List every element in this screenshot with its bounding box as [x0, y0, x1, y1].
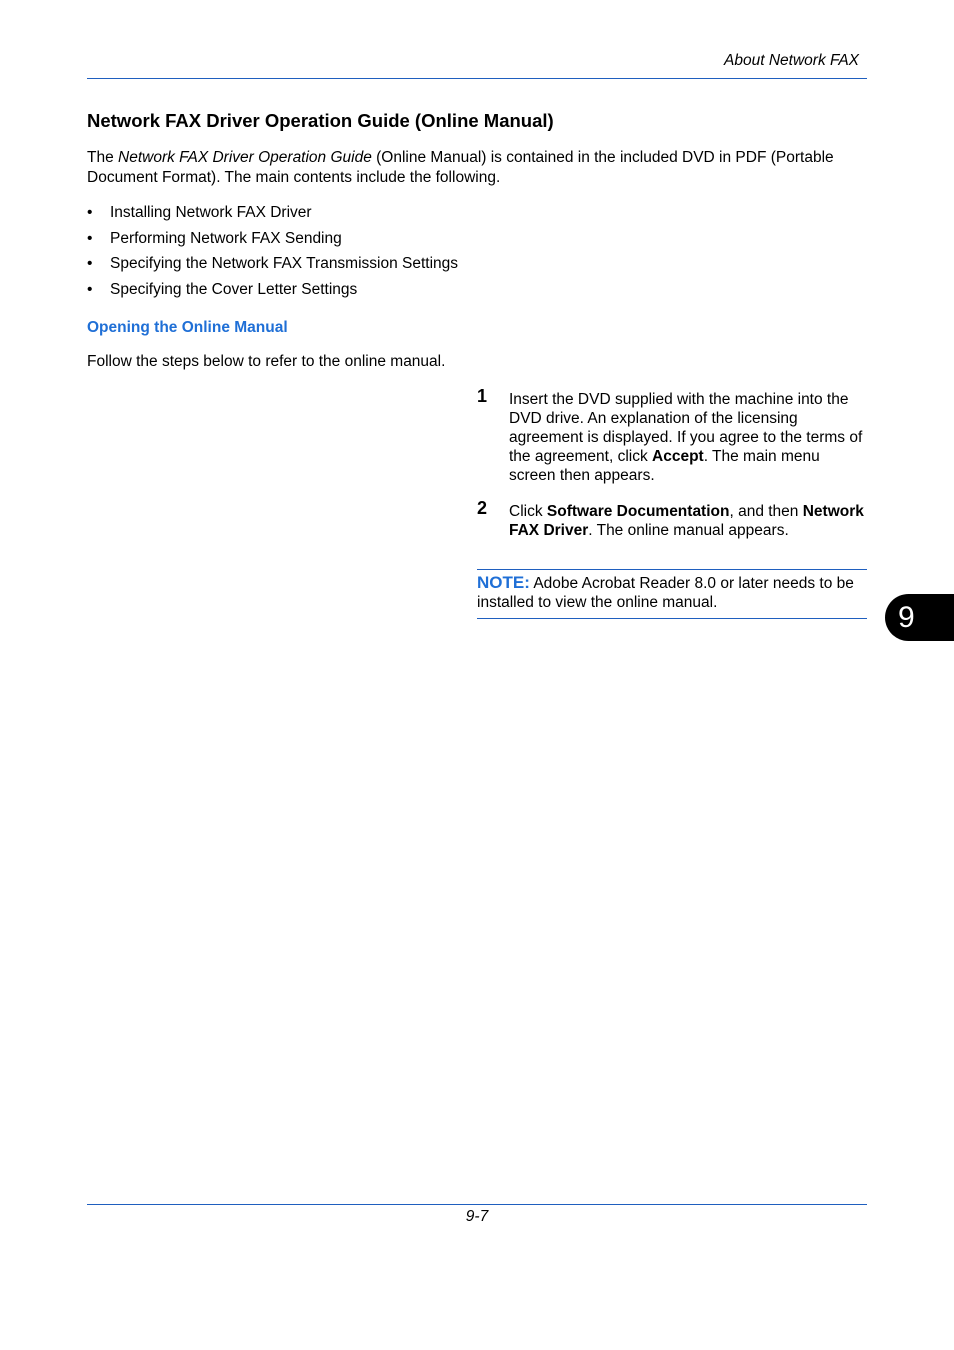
list-item-text: Installing Network FAX Driver — [110, 204, 312, 221]
software-documentation-label: Software Documentation — [546, 503, 730, 520]
list-item-text: Specifying the Cover Letter Settings — [110, 280, 358, 298]
header-rule — [87, 78, 867, 79]
list-item — [87, 203, 458, 229]
note-text: Adobe Acrobat Reader 8.0 or later needs to be installed to view the online manual. — [477, 575, 854, 611]
network-fax-driver-label: Network FAX Driver — [509, 503, 864, 539]
steps-intro: Follow the steps below to refer to the online manual. — [87, 353, 446, 370]
bullet: • — [87, 280, 93, 298]
step-number: 1 — [477, 386, 488, 406]
list-item — [87, 229, 458, 255]
note-box — [477, 569, 867, 619]
list-item-text: Performing Network FAX Sending — [110, 229, 342, 247]
intro-prefix: The — [87, 149, 119, 166]
step-number: 2 — [477, 498, 488, 518]
step-2 — [477, 498, 869, 540]
intro-suffix: (Online Manual) is contained in the included DVD in PDF (Portable Document Format). The main contents include the following. — [87, 149, 834, 186]
note-label: NOTE: — [477, 573, 530, 592]
list-item — [87, 280, 458, 306]
page-number: 9-7 — [465, 1208, 489, 1225]
step-text-part: . The main menu screen then appears. — [509, 448, 820, 484]
subheading: Opening the Online Manual — [87, 319, 288, 336]
bullet: • — [87, 229, 93, 247]
step-1 — [477, 386, 869, 485]
chapter-tab: 9 — [885, 594, 954, 641]
accept-label: Accept — [652, 448, 704, 465]
contents-list — [87, 203, 458, 305]
step-text-part: Click — [509, 503, 547, 520]
page-heading: Network FAX Driver Operation Guide (Online Manual) — [87, 110, 554, 131]
step-text — [509, 390, 869, 485]
header-section-title: About Network FAX — [724, 52, 859, 69]
step-text — [509, 502, 869, 540]
list-item — [87, 254, 458, 280]
step-text-part: . The online manual appears. — [588, 522, 789, 539]
bullet: • — [87, 255, 93, 272]
list-item-text: Specifying the Network FAX Transmission Settings — [110, 255, 459, 272]
guide-title: Network FAX Driver Operation Guide — [118, 149, 372, 166]
footer-rule — [87, 1204, 867, 1205]
step-text-part: Insert the DVD supplied with the machine into the DVD drive. An explanation of the licensing agreement is displayed. If you agree to the terms of the agreement, click — [509, 391, 863, 465]
bullet: • — [87, 204, 93, 221]
intro-paragraph — [87, 148, 872, 187]
step-text-part: , and then — [729, 503, 803, 520]
